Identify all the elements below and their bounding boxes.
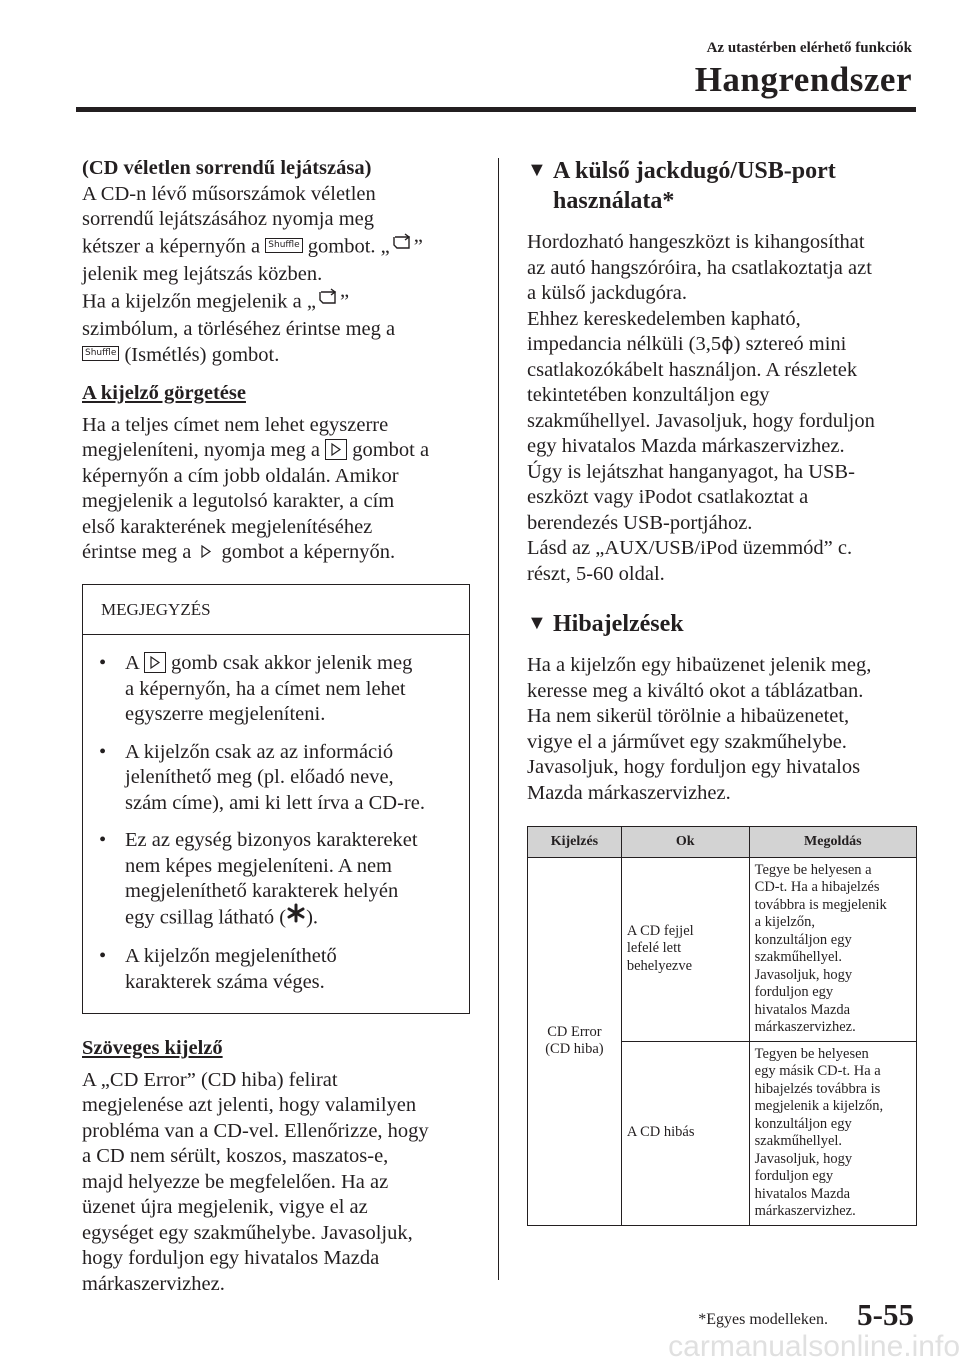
cell-line: Tegye be helyesen a xyxy=(754,861,872,878)
text-line xyxy=(125,905,418,933)
text-run: megjeleníteni, nyomja meg a xyxy=(82,439,320,461)
cell-line: szakműhellyel. xyxy=(754,949,843,965)
cell-line: márkaszervizhez. xyxy=(754,1019,856,1035)
cell-line: egy másik CD-t. Ha a xyxy=(754,1063,881,1079)
text-line: tekintetében konzultáljon egy xyxy=(527,384,770,406)
text-line: képernyőn a cím jobb oldalán. Amikor xyxy=(82,464,399,487)
text-line: Hordozható hangeszközt is kihangosíthat xyxy=(527,231,865,253)
text-line: berendezés USB-portjához. xyxy=(527,511,753,534)
text-line: jelenik meg lejátszás közben. xyxy=(82,263,323,285)
cell-line: (CD hiba) xyxy=(545,1041,604,1057)
text-line: megjelenése azt jelenti, hogy valamilyen xyxy=(82,1094,417,1116)
note-item xyxy=(99,740,459,817)
text-line: szám címe), ami ki lett írva a CD-re. xyxy=(125,791,425,814)
cell-line: márkaszervizhez. xyxy=(754,1203,856,1219)
page-number: 5-55 xyxy=(857,1297,914,1332)
cell-line: Tegyen be helyesen xyxy=(754,1045,869,1062)
text-line: Mazda márkaszervizhez. xyxy=(527,781,731,804)
text-line: a külső jackdugóra. xyxy=(527,282,687,304)
text-line: Ha a kijelzőn egy hibaüzenet jelenik meg, xyxy=(527,654,872,676)
cell-line: CD-t. Ha a hibajelzés xyxy=(754,879,880,895)
cell-line: hivatalos Mazda xyxy=(754,1185,851,1202)
triangle-down-icon: ▼ xyxy=(527,159,547,181)
bullet-icon: • xyxy=(99,945,107,967)
text-line: keresse meg a kiváltó okot a táblázatban. xyxy=(527,679,864,702)
text-line: üzenet újra megjelenik, vigye el az xyxy=(82,1196,368,1218)
triangle-down-icon: ▼ xyxy=(527,612,547,634)
text-line: majd helyezze be megfelelően. Ha az xyxy=(82,1170,389,1193)
text-line: az autó hangszóróira, ha csatlakoztatja azt xyxy=(527,256,872,279)
text-line: egyszerre megjeleníteni. xyxy=(125,703,326,725)
text-line: szimbólum, a törléséhez érintse meg a xyxy=(82,318,396,340)
text-line: A kijelzőn csak az az információ xyxy=(125,740,394,763)
error-table xyxy=(527,826,917,1226)
note-text xyxy=(125,944,337,995)
cell-line: konzultáljon egy xyxy=(754,1115,852,1132)
text-line: vigye el a járművet egy szakműhelybe. xyxy=(527,730,847,753)
note-box xyxy=(82,584,470,1015)
text-line: első karakterének megjelenítéséhez xyxy=(82,515,373,538)
repeat-icon xyxy=(316,286,340,316)
text-line: a képernyőn, ha a címet nem lehet xyxy=(125,677,406,700)
cell-line: forduljon egy xyxy=(754,984,834,1000)
text-line xyxy=(125,651,412,677)
bullet-icon: • xyxy=(99,740,107,763)
cell-line: Javasoljuk, hogy xyxy=(754,1150,853,1167)
watermark: carmanualsonline.info xyxy=(668,1330,960,1363)
text-run: gombot a képernyőn. xyxy=(221,541,396,563)
text-line: Úgy is lejátszhat hanganyagot, ha USB- xyxy=(527,460,855,483)
text-run: Ha a kijelzőn megjelenik a „ xyxy=(82,289,316,312)
section-heading-errors xyxy=(527,609,919,639)
text-run: ” xyxy=(339,289,350,312)
text-line: a CD nem sérült, koszos, maszatos-e, xyxy=(82,1145,389,1167)
text-line xyxy=(82,288,472,318)
cell-line: a kijelzőn, xyxy=(754,914,816,930)
note-heading: MEGJEGYZÉS xyxy=(83,585,469,636)
footnote: *Egyes modelleken. xyxy=(698,1311,828,1328)
text-line xyxy=(527,332,919,358)
table-header-row xyxy=(528,827,917,858)
cell-line: megjelenik a kijelzőn, xyxy=(754,1098,884,1114)
text-run: (Ismétlés) gombot. xyxy=(124,343,280,366)
section-heading-aux xyxy=(527,156,919,216)
text-line: Ha a teljes címet nem lehet egyszerre xyxy=(82,413,389,436)
text-line: Ha nem sikerül törölnie a hibaüzenetet, xyxy=(527,705,850,727)
column-header-solution: Megoldás xyxy=(749,827,916,858)
cell-line: hivatalos Mazda xyxy=(754,1001,851,1018)
section-heading-text xyxy=(553,156,836,216)
text-run: ” xyxy=(413,234,423,257)
header-rule xyxy=(76,107,916,112)
note-body xyxy=(83,635,469,1013)
diameter-symbol: ϕ xyxy=(721,333,734,355)
cell-cause: A CD hibás xyxy=(621,1041,749,1225)
text-run: egy csillag látható ( xyxy=(125,905,287,928)
bullet-icon: • xyxy=(99,829,107,851)
asterisk-icon xyxy=(286,903,306,931)
text-run: impedancia nélküli (3,5 xyxy=(527,333,722,355)
text-run: gomb csak akkor jelenik meg xyxy=(170,652,413,674)
play-icon xyxy=(196,542,216,561)
cell-line: lefelé lett xyxy=(626,940,682,957)
cell-display xyxy=(528,857,622,1225)
text-run: gombot. „ xyxy=(307,234,390,257)
cell-line: szakműhellyel. xyxy=(754,1133,843,1149)
cell-line: Javasoljuk, hogy xyxy=(754,966,853,983)
text-line: egy hivatalos Mazda márkaszervizhez. xyxy=(527,435,845,457)
heading-line: A külső jackdugó/USB-port xyxy=(553,158,836,184)
text-line xyxy=(82,233,472,263)
section-heading-text: Hibajelzések xyxy=(553,611,684,637)
cell-solution xyxy=(749,1041,916,1225)
play-icon xyxy=(144,652,166,673)
text-line: A kijelzőn megjeleníthető xyxy=(125,945,337,967)
text-run: ) sztereó mini xyxy=(733,333,847,355)
text-line: Javasoljuk, hogy forduljon egy hivatalos xyxy=(527,756,861,778)
bullet-icon: • xyxy=(99,652,107,674)
text-line: probléma van a CD-vel. Ellenőrizze, hogy xyxy=(82,1119,429,1142)
text-line: A „CD Error” (CD hiba) felirat xyxy=(82,1068,338,1091)
note-item xyxy=(99,651,459,728)
shuffle-icon: Shuffle xyxy=(82,346,119,361)
header-section: Az utastérben elérhető funkciók xyxy=(706,40,912,56)
column-divider xyxy=(498,158,499,1280)
cell-line: forduljon egy xyxy=(754,1168,834,1184)
cell-cause xyxy=(621,857,749,1041)
right-column xyxy=(527,156,919,1226)
table-row xyxy=(528,857,917,1041)
text-line xyxy=(82,540,472,566)
text-run: érintse meg a xyxy=(82,541,192,563)
text-run: kétszer a képernyőn a xyxy=(82,234,261,257)
text-run: A xyxy=(125,652,139,674)
column-header-display: Kijelzés xyxy=(528,827,622,858)
cell-line: behelyezve xyxy=(626,957,693,974)
text-line: Lásd az „AUX/USB/iPod üzemmód” c. xyxy=(527,537,853,559)
left-column xyxy=(82,156,472,1297)
note-text xyxy=(125,651,412,728)
cell-line: CD Error xyxy=(547,1023,602,1040)
random-play-heading: (CD véletlen sorrendű lejátszása) xyxy=(82,157,372,179)
text-line: nem képes megjeleníteni. A nem xyxy=(125,854,393,877)
text-line: karakterek száma véges. xyxy=(125,970,325,993)
heading-line: használata* xyxy=(553,188,675,214)
cell-line: A CD fejjel xyxy=(626,922,694,939)
text-line: megjeleníthető karakterek helyén xyxy=(125,880,399,902)
note-item xyxy=(99,828,459,932)
text-line: megjelenik a legutolsó karakter, a cím xyxy=(82,490,395,512)
text-line: jeleníthető meg (pl. előadó neve, xyxy=(125,766,394,788)
cell-line: konzultáljon egy xyxy=(754,931,852,948)
scroll-heading: A kijelző görgetése xyxy=(82,382,246,404)
cell-solution xyxy=(749,857,916,1041)
text-line: csatlakozókábelt használjon. A részletek xyxy=(527,358,858,381)
text-line: márkaszervizhez. xyxy=(82,1272,225,1295)
text-line xyxy=(82,343,472,369)
repeat-icon xyxy=(390,231,414,261)
text-line: sorrendű lejátszásához nyomja meg xyxy=(82,208,375,230)
text-display-heading: Szöveges kijelző xyxy=(82,1037,223,1059)
page-title: Hangrendszer xyxy=(694,60,912,99)
text-line: Ehhez kereskedelemben kapható, xyxy=(527,307,801,330)
note-text xyxy=(125,740,425,817)
text-line: eszközt vagy iPodot csatlakoztat a xyxy=(527,486,809,508)
note-text xyxy=(125,828,418,932)
cell-line: továbbra is megjelenik xyxy=(754,896,887,913)
cell-line: hibajelzés továbbra is xyxy=(754,1080,881,1097)
text-line xyxy=(82,438,472,464)
text-line: Ez az egység bizonyos karaktereket xyxy=(125,829,418,851)
play-icon xyxy=(325,439,347,460)
text-line: szakműhellyel. Javasoljuk, hogy forduljon xyxy=(527,409,875,432)
note-item xyxy=(99,944,459,995)
column-header-cause: Ok xyxy=(621,827,749,858)
text-line: A CD-n lévő műsorszámok véletlen xyxy=(82,182,376,205)
text-run: gombot a xyxy=(352,439,430,461)
text-line: hogy forduljon egy hivatalos Mazda xyxy=(82,1247,380,1269)
text-run: ). xyxy=(306,905,319,928)
text-line: részt, 5-60 oldal. xyxy=(527,562,665,585)
text-line: egységet egy szakműhelybe. Javasoljuk, xyxy=(82,1221,413,1244)
shuffle-icon: Shuffle xyxy=(265,238,302,253)
